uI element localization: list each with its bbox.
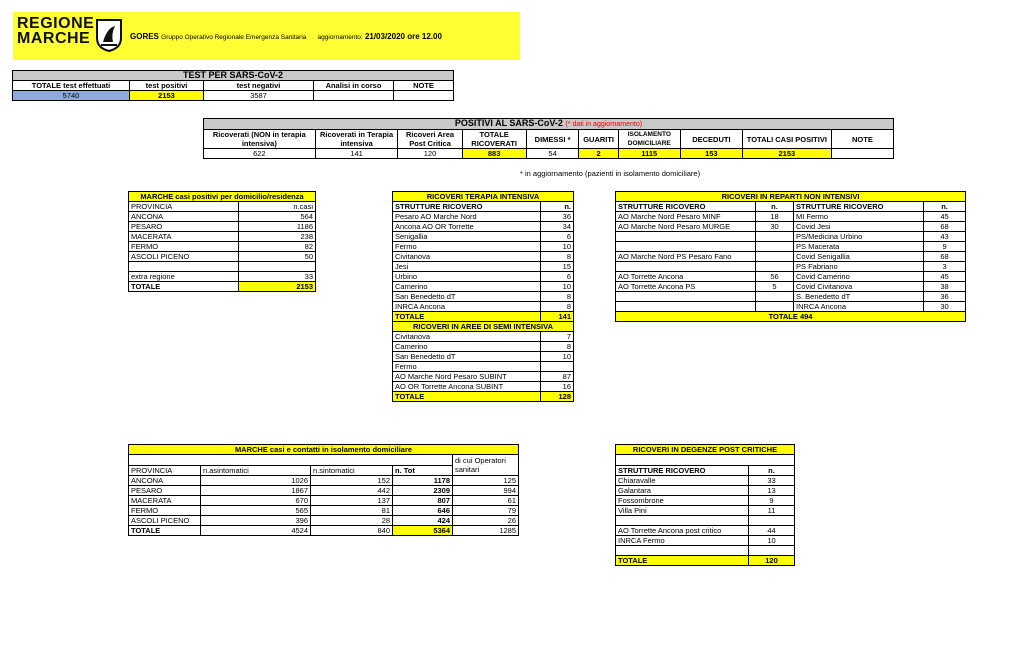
postcrit-row-cell: Villa Pini <box>616 506 749 516</box>
province-total-value: 2153 <box>239 282 316 292</box>
nonint-row-cell: Covid Jesi <box>794 222 924 232</box>
ti-row-cell: 8 <box>541 292 574 302</box>
ti-row <box>393 302 574 312</box>
test-title: TEST PER SARS-CoV-2 <box>13 71 454 81</box>
ti-row <box>393 292 574 302</box>
postcrit-row-cell: 13 <box>749 486 795 496</box>
isolamento-row <box>129 506 519 516</box>
province-title: MARCHE casi positivi per domicilio/residenza <box>129 192 316 202</box>
nonint-row-cell <box>616 232 756 242</box>
ti-row-cell: Camerino <box>393 282 541 292</box>
ti-row <box>393 232 574 242</box>
test-val-notes <box>394 91 454 101</box>
isolamento-total-tot: 5364 <box>393 526 453 536</box>
isolamento-row-cell: PESARO <box>129 486 201 496</box>
pos-col-guariti: GUARITI <box>579 130 618 149</box>
nonint-row-cell: PS Macerata <box>794 242 924 252</box>
nonint-head-name2: STRUTTURE RICOVERO <box>794 202 924 212</box>
ti-row <box>393 252 574 262</box>
test-col-positive: test positivi <box>130 81 204 91</box>
positivi-footnote: * in aggiornamento (pazienti in isolamento domiciliare) <box>520 169 701 178</box>
isolamento-row-cell: 2309 <box>393 486 453 496</box>
positivi-title-note: (* dati in aggiornamento) <box>565 121 643 128</box>
nonint-row-cell: S. Benedetto dT <box>794 292 924 302</box>
province-row <box>129 272 316 282</box>
ti-title: RICOVERI TERAPIA INTENSIVA <box>393 192 574 202</box>
province-row-cell: extra regione <box>129 272 239 282</box>
nonint-row <box>616 212 966 222</box>
isolamento-row-cell: 81 <box>311 506 393 516</box>
semi-row-cell: AO Marche Nord Pesaro SUBINT <box>393 372 541 382</box>
semi-row <box>393 342 574 352</box>
nonint-row-cell: AO Marche Nord Pesaro MINF <box>616 212 756 222</box>
semi-row <box>393 332 574 342</box>
postcrit-row <box>616 546 795 556</box>
header-info <box>130 32 442 41</box>
isolamento-row-cell: 1867 <box>201 486 311 496</box>
postcrit-table <box>615 444 795 566</box>
isolamento-row-cell: FERMO <box>129 506 201 516</box>
semi-row-cell: Civitanova <box>393 332 541 342</box>
nonint-row-cell: 45 <box>924 212 966 222</box>
province-row <box>129 242 316 252</box>
isolamento-row <box>129 516 519 526</box>
nonint-row-cell <box>756 252 794 262</box>
pos-col-deceduti: DECEDUTI <box>680 130 742 149</box>
ti-row-cell: 8 <box>541 302 574 312</box>
semi-row-cell: Fermo <box>393 362 541 372</box>
test-col-pending: Analisi in corso <box>314 81 394 91</box>
ti-row-cell: Civitanova <box>393 252 541 262</box>
semi-total-value: 128 <box>541 392 574 402</box>
ti-row-cell: 15 <box>541 262 574 272</box>
semi-row-cell: 87 <box>541 372 574 382</box>
isolamento-total-operatori: 1285 <box>453 526 519 536</box>
nonint-row-cell: 9 <box>924 242 966 252</box>
isolamento-head-tot: n. Tot <box>393 465 453 476</box>
nonint-row-cell: AO Torrette Ancona PS <box>616 282 756 292</box>
isolamento-table <box>128 444 519 536</box>
ti-row <box>393 282 574 292</box>
isolamento-row-cell: ASCOLI PICENO <box>129 516 201 526</box>
logo-line1: REGIONE <box>17 15 95 32</box>
isolamento-row-cell: 137 <box>311 496 393 506</box>
nonint-row-cell <box>756 302 794 312</box>
province-row-cell: ANCONA <box>129 212 239 222</box>
nonint-head-count2: n. <box>924 202 966 212</box>
isolamento-head-asint: n.asintomatici <box>201 465 311 476</box>
nonint-row <box>616 232 966 242</box>
ti-row-cell: Jesi <box>393 262 541 272</box>
isolamento-row-cell: 1178 <box>393 476 453 486</box>
nonint-row-cell: AO Marche Nord PS Pesaro Fano <box>616 252 756 262</box>
isolamento-row-cell: 152 <box>311 476 393 486</box>
org-short: GORES <box>130 32 159 41</box>
ti-row <box>393 222 574 232</box>
semi-row-cell: Camerino <box>393 342 541 352</box>
ti-row-cell: INRCA Ancona <box>393 302 541 312</box>
postcrit-row-cell <box>616 516 749 526</box>
nonint-row <box>616 292 966 302</box>
postcrit-row <box>616 536 795 546</box>
isolamento-row-cell: 670 <box>201 496 311 506</box>
isolamento-total-label: TOTALE <box>129 526 201 536</box>
nonint-row-cell <box>616 302 756 312</box>
ti-row <box>393 262 574 272</box>
nonint-row-cell: 5 <box>756 282 794 292</box>
isolamento-row-cell: 61 <box>453 496 519 506</box>
ti-row-cell: 6 <box>541 232 574 242</box>
nonint-row-cell <box>616 242 756 252</box>
nonint-row-cell: 36 <box>924 292 966 302</box>
nonint-row-cell: PS Fabriano <box>794 262 924 272</box>
pos-val-guariti: 2 <box>579 149 618 159</box>
test-val-negative: 3587 <box>204 91 314 101</box>
nonint-row-cell <box>756 242 794 252</box>
nonint-row <box>616 222 966 232</box>
semi-total-label: TOTALE <box>393 392 541 402</box>
province-table <box>128 191 316 292</box>
postcrit-row-cell: Galantara <box>616 486 749 496</box>
isolamento-row-cell: 125 <box>453 476 519 486</box>
nonint-row-cell: 30 <box>756 222 794 232</box>
isolamento-row-cell: 807 <box>393 496 453 506</box>
test-table <box>12 70 454 101</box>
nonint-total: TOTALE 494 <box>616 312 966 322</box>
isolamento-head-provincia: PROVINCIA <box>129 465 201 476</box>
province-row <box>129 252 316 262</box>
province-row <box>129 262 316 272</box>
isolamento-row-cell: 26 <box>453 516 519 526</box>
postcrit-head-name: STRUTTURE RICOVERO <box>616 466 749 476</box>
pos-val-dimessi: 54 <box>526 149 579 159</box>
nonint-row <box>616 242 966 252</box>
nonint-row <box>616 282 966 292</box>
ti-total-label: TOTALE <box>393 312 541 322</box>
region-emblem-icon <box>95 18 123 52</box>
nonint-row-cell: 3 <box>924 262 966 272</box>
nonint-row-cell: 68 <box>924 252 966 262</box>
nonint-table <box>615 191 966 322</box>
ti-row-cell: 8 <box>541 252 574 262</box>
semi-title: RICOVERI IN AREE DI SEMI INTENSIVA <box>393 322 574 332</box>
isolamento-row-cell: 79 <box>453 506 519 516</box>
isolamento-row-cell: MACERATA <box>129 496 201 506</box>
ti-row-cell: 34 <box>541 222 574 232</box>
semi-row-cell: 16 <box>541 382 574 392</box>
postcrit-row-cell: 33 <box>749 476 795 486</box>
nonint-row-cell: AO Torrette Ancona <box>616 272 756 282</box>
ti-row-cell: 36 <box>541 212 574 222</box>
postcrit-row <box>616 506 795 516</box>
isolamento-total-asint: 4524 <box>201 526 311 536</box>
ti-row-cell: Pesaro AO Marche Nord <box>393 212 541 222</box>
ti-row-cell: Ancona AO OR Torrette <box>393 222 541 232</box>
pos-col-postcritica: Ricoveri Area Post Critica <box>398 130 462 149</box>
nonint-row-cell: Covid Senigallia <box>794 252 924 262</box>
positivi-title: POSITIVI AL SARS-CoV-2 <box>454 118 563 128</box>
nonint-head-count1: n. <box>756 202 794 212</box>
nonint-row-cell: 68 <box>924 222 966 232</box>
nonint-head-name1: STRUTTURE RICOVERO <box>616 202 756 212</box>
update-label: aggiornamento: <box>317 34 363 41</box>
nonint-title: RICOVERI IN REPARTI NON INTENSIVI <box>616 192 966 202</box>
header-banner <box>13 12 520 60</box>
postcrit-row <box>616 486 795 496</box>
ti-row <box>393 242 574 252</box>
isolamento-row-cell: 994 <box>453 486 519 496</box>
isolamento-title: MARCHE casi e contatti in isolamento domiciliare <box>129 445 519 455</box>
semi-row-cell: San Benedetto dT <box>393 352 541 362</box>
ti-total-value: 141 <box>541 312 574 322</box>
nonint-row-cell: 56 <box>756 272 794 282</box>
pos-val-tot-ricoverati: 883 <box>462 149 526 159</box>
province-row-cell <box>239 262 316 272</box>
nonint-row-cell: INRCA Ancona <box>794 302 924 312</box>
province-row-cell: ASCOLI PICENO <box>129 252 239 262</box>
isolamento-total-sint: 840 <box>311 526 393 536</box>
province-head-count: n.casi <box>239 202 316 212</box>
province-row-cell: 50 <box>239 252 316 262</box>
pos-val-ricoverati: 622 <box>204 149 316 159</box>
postcrit-total-label: TOTALE <box>616 556 749 566</box>
logo-line2: MARCHE <box>17 30 91 47</box>
province-total-label: TOTALE <box>129 282 239 292</box>
province-row-cell: 238 <box>239 232 316 242</box>
pos-val-totali: 2153 <box>742 149 831 159</box>
postcrit-row-cell: Fossombrone <box>616 496 749 506</box>
nonint-row <box>616 252 966 262</box>
semi-row-cell: 10 <box>541 352 574 362</box>
ti-row-cell: San Benedetto dT <box>393 292 541 302</box>
test-val-positive: 2153 <box>130 91 204 101</box>
postcrit-title: RICOVERI IN DEGENZE POST CRITICHE <box>616 445 795 455</box>
province-head-name: PROVINCIA <box>129 202 239 212</box>
postcrit-row <box>616 526 795 536</box>
ti-head-name: STRUTTURE RICOVERO <box>393 202 541 212</box>
pos-col-isolamento: ISOLAMENTO DOMICILIARE <box>618 130 680 149</box>
isolamento-row-cell: 396 <box>201 516 311 526</box>
ti-head-count: n. <box>541 202 574 212</box>
nonint-row-cell: 38 <box>924 282 966 292</box>
isolamento-head-sint: n.sintomatici <box>311 465 393 476</box>
postcrit-row-cell: 11 <box>749 506 795 516</box>
postcrit-row <box>616 496 795 506</box>
semi-row-cell: AO OR Torrette Ancona SUBINT <box>393 382 541 392</box>
pos-col-ti: Ricoverati in Terapia intensiva <box>315 130 398 149</box>
postcrit-row-cell <box>616 546 749 556</box>
ti-row-cell: Senigallia <box>393 232 541 242</box>
test-val-total: 5740 <box>13 91 130 101</box>
semi-row <box>393 352 574 362</box>
ti-row-cell: 10 <box>541 242 574 252</box>
isolamento-head-operatori: di cui Operatori sanitari <box>453 455 519 476</box>
test-col-notes: NOTE <box>394 81 454 91</box>
pos-col-notes: NOTE <box>831 130 893 149</box>
postcrit-row-cell <box>749 516 795 526</box>
semi-row <box>393 372 574 382</box>
ti-row-cell: 10 <box>541 282 574 292</box>
isolamento-row <box>129 476 519 486</box>
nonint-row-cell: AO Marche Nord Pesaro MURGE <box>616 222 756 232</box>
province-row-cell: PESARO <box>129 222 239 232</box>
postcrit-row-cell: 9 <box>749 496 795 506</box>
nonint-row-cell: Covid Camerino <box>794 272 924 282</box>
postcrit-row-cell: AO Torrette Ancona post critico <box>616 526 749 536</box>
isolamento-row-cell: 442 <box>311 486 393 496</box>
nonint-row-cell: PS/Medicina Urbino <box>794 232 924 242</box>
test-col-negative: test negativi <box>204 81 314 91</box>
pos-col-totali: TOTALI CASI POSITIVI <box>742 130 831 149</box>
postcrit-row <box>616 476 795 486</box>
pos-val-isolamento: 1115 <box>618 149 680 159</box>
nonint-row-cell: MI Fermo <box>794 212 924 222</box>
isolamento-row-cell: 1026 <box>201 476 311 486</box>
update-value: 21/03/2020 ore 12.00 <box>364 32 442 41</box>
nonint-row-cell <box>756 232 794 242</box>
pos-val-deceduti: 153 <box>680 149 742 159</box>
pos-val-postcritica: 120 <box>398 149 462 159</box>
semi-row-cell: 7 <box>541 332 574 342</box>
postcrit-row-cell: Chiaravalle <box>616 476 749 486</box>
test-col-total: TOTALE test effettuati <box>13 81 130 91</box>
nonint-row-cell: 30 <box>924 302 966 312</box>
pos-col-ricoverati: Ricoverati (NON in terapia intensiva) <box>204 130 316 149</box>
province-row <box>129 232 316 242</box>
semi-row <box>393 382 574 392</box>
province-row-cell: MACERATA <box>129 232 239 242</box>
pos-col-dimessi: DIMESSI * <box>526 130 579 149</box>
isolamento-row-cell: 565 <box>201 506 311 516</box>
province-row <box>129 222 316 232</box>
semi-row-cell: 8 <box>541 342 574 352</box>
ti-row <box>393 272 574 282</box>
nonint-row-cell: 45 <box>924 272 966 282</box>
nonint-row <box>616 272 966 282</box>
nonint-row-cell: Covid Civitanova <box>794 282 924 292</box>
test-val-pending <box>314 91 394 101</box>
isolamento-row-cell: 28 <box>311 516 393 526</box>
pos-col-tot-ricoverati: TOTALE RICOVERATI <box>462 130 526 149</box>
ti-row-cell: Urbino <box>393 272 541 282</box>
postcrit-row-cell: 44 <box>749 526 795 536</box>
isolamento-row <box>129 496 519 506</box>
pos-val-ti: 141 <box>315 149 398 159</box>
region-logo <box>17 16 94 46</box>
ti-row-cell: 6 <box>541 272 574 282</box>
nonint-row-cell <box>616 262 756 272</box>
ti-table <box>392 191 574 402</box>
isolamento-row <box>129 486 519 496</box>
isolamento-row-cell: 424 <box>393 516 453 526</box>
postcrit-total-value: 120 <box>749 556 795 566</box>
semi-row <box>393 362 574 372</box>
province-row-cell: 82 <box>239 242 316 252</box>
province-row <box>129 212 316 222</box>
positivi-table <box>203 118 894 159</box>
nonint-row <box>616 262 966 272</box>
isolamento-spacer <box>129 455 453 466</box>
org-full: Gruppo Operativo Regionale Emergenza Sanitaria <box>161 34 307 41</box>
isolamento-row-cell: ANCONA <box>129 476 201 486</box>
province-row-cell: FERMO <box>129 242 239 252</box>
positivi-title-cell <box>204 119 894 130</box>
nonint-row-cell: 18 <box>756 212 794 222</box>
postcrit-spacer <box>616 455 795 466</box>
nonint-row-cell <box>756 292 794 302</box>
province-row-cell: 564 <box>239 212 316 222</box>
isolamento-row-cell: 646 <box>393 506 453 516</box>
nonint-row-cell <box>616 292 756 302</box>
nonint-row-cell <box>756 262 794 272</box>
nonint-row-cell: 43 <box>924 232 966 242</box>
province-row-cell <box>129 262 239 272</box>
postcrit-head-count: n. <box>749 466 795 476</box>
ti-row <box>393 212 574 222</box>
postcrit-row <box>616 516 795 526</box>
nonint-row <box>616 302 966 312</box>
postcrit-row-cell: INRCA Fermo <box>616 536 749 546</box>
pos-val-notes <box>831 149 893 159</box>
province-row-cell: 1186 <box>239 222 316 232</box>
postcrit-row-cell <box>749 546 795 556</box>
postcrit-row-cell: 10 <box>749 536 795 546</box>
ti-row-cell: Fermo <box>393 242 541 252</box>
province-row-cell: 33 <box>239 272 316 282</box>
semi-row-cell <box>541 362 574 372</box>
